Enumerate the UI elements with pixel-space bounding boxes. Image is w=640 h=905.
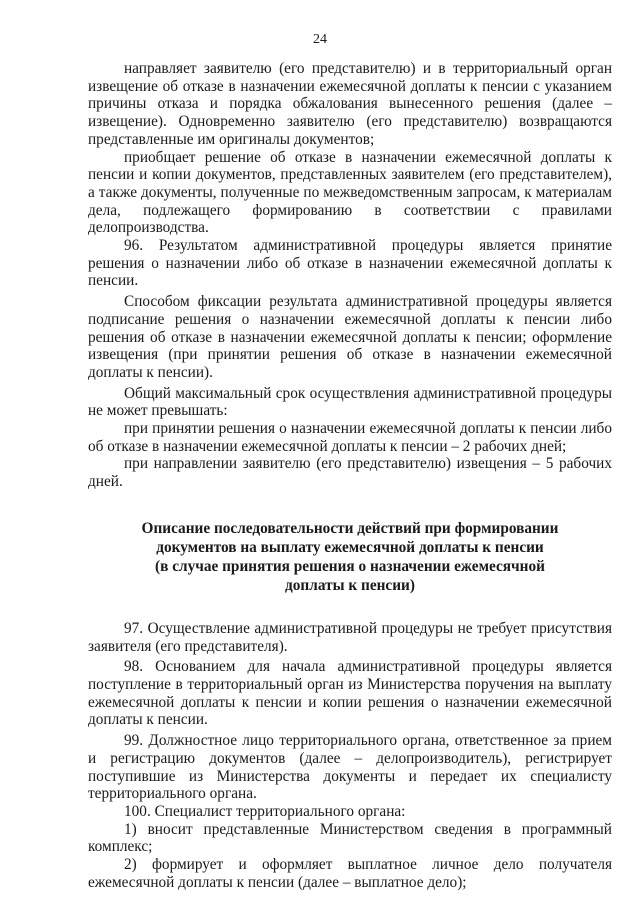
heading-line: Описание последовательности действий при формировании <box>141 519 559 537</box>
paragraph: направляет заявителю (его представителю) и в территориальный орган извещение об отказе в назначении ежемесячной доплаты к пенсии с указанием причины отказа и порядка обжалования вынесенного решения (далее – извещение). Одновременно заявителю (его представителю) возвращаются представленные им оригиналы документов; <box>88 60 612 148</box>
paragraph: 1) вносит представленные Министерством сведения в программный комплекс; <box>88 820 612 856</box>
paragraph: 98. Основанием для начала административной процедуры является поступление в территориальный орган из Министерства поручения на выплату ежемесячной доплаты к пенсии и копии решения о назначении ежемесячной доплаты к пенсии. <box>88 658 612 729</box>
document-body <box>88 60 612 891</box>
heading-line: документов на выплату ежемесячной доплаты к пенсии <box>156 538 544 556</box>
paragraph: при направлении заявителю (его представителю) извещения – 5 рабочих дней. <box>88 455 612 491</box>
paragraph: приобщает решение об отказе в назначении ежемесячной доплаты к пенсии и копии документов, представленных заявителем (его представителем), а также документы, полученные по межведомственным запросам, к материалам дела, подлежащего формированию в соответствии с правилами делопроизводства. <box>88 148 612 237</box>
paragraph: Способом фиксации результата административной процедуры является подписание решения о назначении ежемесячной доплаты к пенсии либо решения об отказе в назначении ежемесячной доплаты к пенсии; оформление извещения (при принятии решения об отказе в назначении ежемесячной доплаты к пенсии). <box>88 293 612 381</box>
paragraph: 97. Осуществление административной процедуры не требует присутствия заявителя (его представителя). <box>88 619 612 655</box>
page-number: 24 <box>313 32 327 47</box>
paragraph: 100. Специалист территориального органа: <box>124 802 406 820</box>
heading-line: (в случае принятия решения о назначении ежемесячной <box>155 557 545 575</box>
heading-line: доплаты к пенсии) <box>285 576 415 594</box>
paragraph: 2) формирует и оформляет выплатное личное дело получателя ежемесячной доплаты к пенсии (далее – выплатное дело); <box>88 856 612 891</box>
section-heading <box>108 519 592 595</box>
paragraph: 99. Должностное лицо территориального органа, ответственное за прием и регистрацию документов (далее – делопроизводитель), регистрирует поступившие из Министерства документы и передает их специалисту территориального органа. <box>88 732 612 803</box>
paragraph: Общий максимальный срок осуществления административной процедуры не может превышать: <box>88 384 612 420</box>
paragraph: 96. Результатом административной процедуры является принятие решения о назначении либо об отказе в назначении ежемесячной доплаты к пенсии. <box>88 237 612 290</box>
paragraph: при принятии решения о назначении ежемесячной доплаты к пенсии либо об отказе в назначении ежемесячной доплаты к пенсии – 2 рабочих дней; <box>88 420 612 455</box>
